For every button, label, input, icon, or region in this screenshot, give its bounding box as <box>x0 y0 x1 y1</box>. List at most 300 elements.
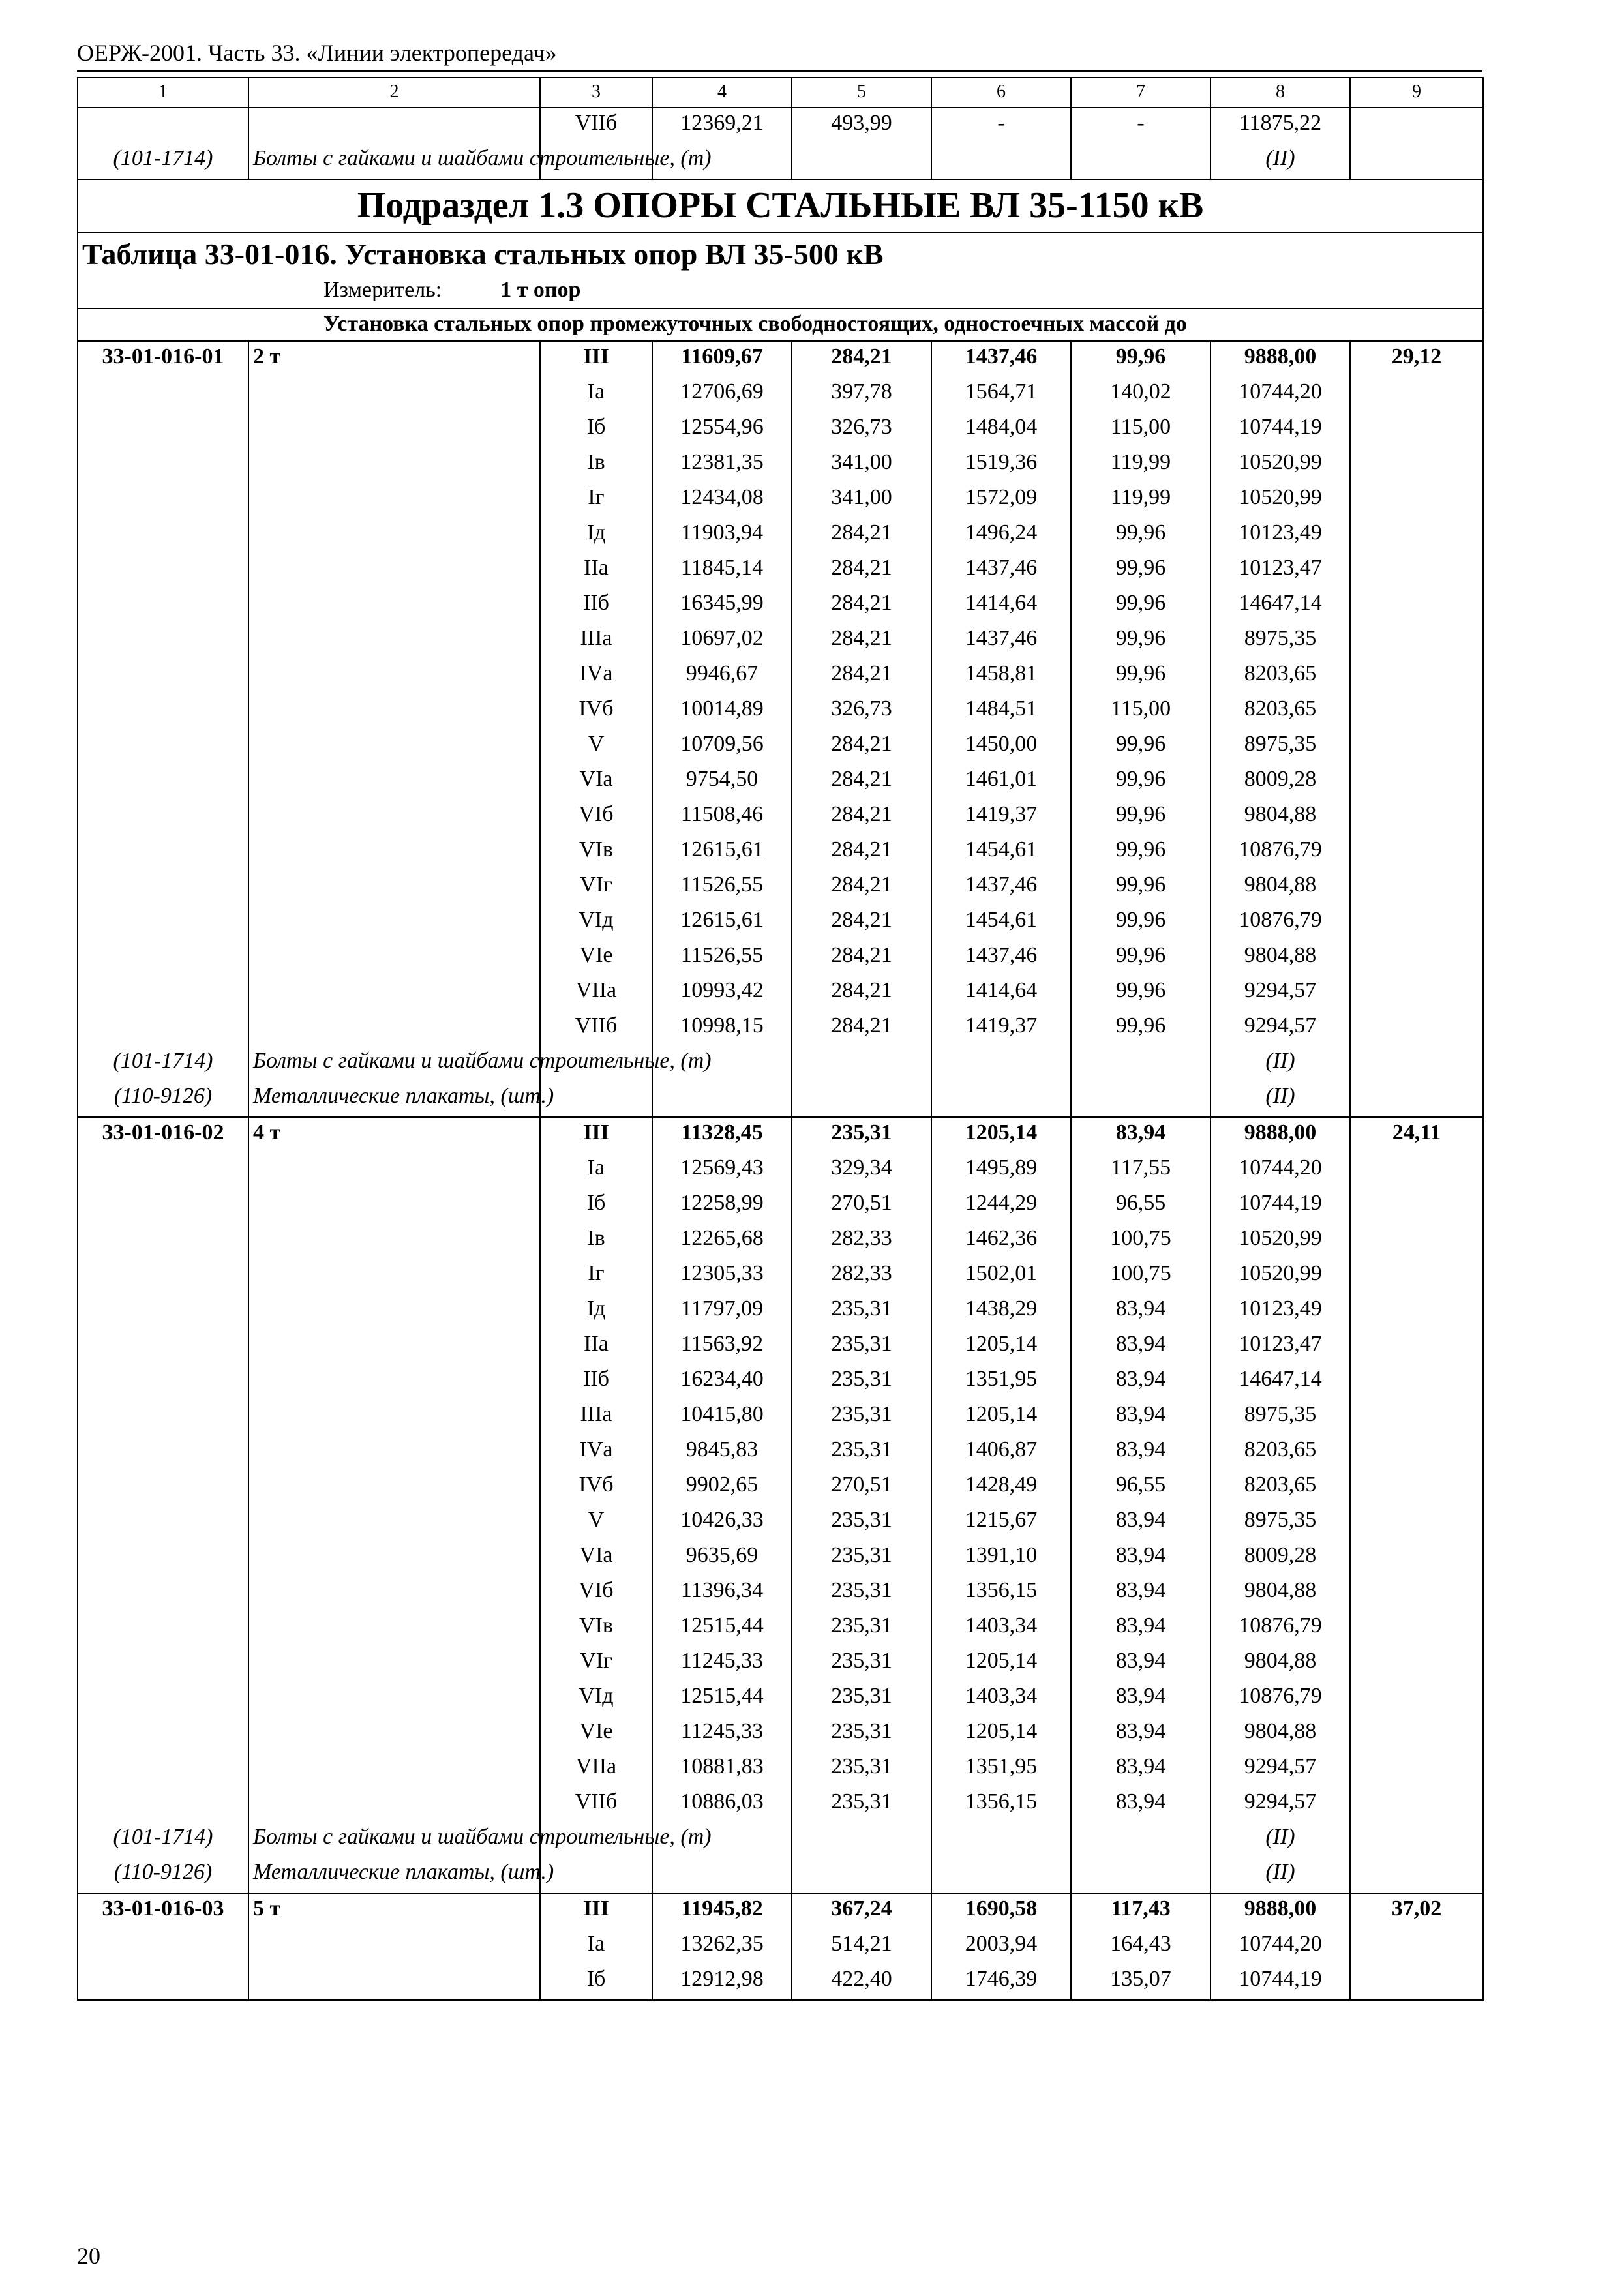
item-name <box>248 976 540 1011</box>
region-code: Iв <box>540 447 652 483</box>
value-c7: 83,94 <box>1071 1117 1210 1153</box>
region-code: III <box>540 1117 652 1153</box>
value-c4: 10415,80 <box>652 1399 792 1435</box>
value-c4: 16345,99 <box>652 588 792 623</box>
value-c7: 99,96 <box>1071 764 1210 800</box>
value-c8: 10876,79 <box>1210 905 1350 940</box>
item-name <box>248 412 540 447</box>
value-c9: 37,02 <box>1350 1893 1483 1929</box>
value-c6: 1244,29 <box>931 1188 1071 1223</box>
measure-row <box>78 275 1483 308</box>
value-c8: 10876,79 <box>1210 1611 1350 1646</box>
value-c5: 235,31 <box>792 1117 931 1153</box>
value-c9 <box>1350 1929 1483 1964</box>
value-c4: 10697,02 <box>652 623 792 659</box>
value-c5: 326,73 <box>792 694 931 729</box>
region-row <box>78 800 1483 835</box>
value-c6: 1419,37 <box>931 1011 1071 1046</box>
value-c6: 1690,58 <box>931 1893 1071 1929</box>
region-row <box>78 1681 1483 1716</box>
value-c7: 96,55 <box>1071 1188 1210 1223</box>
resource-code: (101-1714) <box>78 1822 248 1857</box>
item-code <box>78 1470 248 1505</box>
value-c8: 10744,19 <box>1210 1188 1350 1223</box>
resource-mark: (II) <box>1210 143 1350 179</box>
region-code: Iб <box>540 1188 652 1223</box>
item-code <box>78 800 248 835</box>
value-c6: 1205,14 <box>931 1716 1071 1752</box>
region-row <box>78 447 1483 483</box>
value-c8: 8009,28 <box>1210 764 1350 800</box>
item-code <box>78 1259 248 1294</box>
value-c5: 284,21 <box>792 623 931 659</box>
value-c4: 11526,55 <box>652 940 792 976</box>
value-c7: 83,94 <box>1071 1435 1210 1470</box>
item-name <box>248 1223 540 1259</box>
value-c6: 1205,14 <box>931 1329 1071 1364</box>
value-c6: 1205,14 <box>931 1646 1071 1681</box>
item-code <box>78 1435 248 1470</box>
item-code: 33-01-016-01 <box>78 341 248 377</box>
item-code <box>78 764 248 800</box>
value-c5: 284,21 <box>792 940 931 976</box>
resource-row <box>78 1081 1483 1117</box>
region-row <box>78 940 1483 976</box>
value-c9 <box>1350 553 1483 588</box>
item-name <box>248 1011 540 1046</box>
resource-mark: (II) <box>1210 1822 1350 1857</box>
region-row <box>78 553 1483 588</box>
region-code: Iг <box>540 1259 652 1294</box>
value-c9 <box>1350 483 1483 518</box>
value-c8: 10744,20 <box>1210 1929 1350 1964</box>
empty-cell <box>1071 143 1210 179</box>
value-c4: 12305,33 <box>652 1259 792 1294</box>
value-c9 <box>1350 1223 1483 1259</box>
value-c5: 235,31 <box>792 1399 931 1435</box>
region-row <box>78 1399 1483 1435</box>
item-code <box>78 1011 248 1046</box>
empty-cell <box>1350 1822 1483 1857</box>
column-number: 8 <box>1210 78 1350 108</box>
region-code: VIIб <box>540 108 652 143</box>
item-name <box>248 659 540 694</box>
item-name <box>248 447 540 483</box>
item-name <box>248 1399 540 1435</box>
item-code: 33-01-016-02 <box>78 1117 248 1153</box>
value-c9 <box>1350 1576 1483 1611</box>
resource-code: (101-1714) <box>78 1046 248 1081</box>
entry-head-row <box>78 1117 1483 1153</box>
value-c9 <box>1350 659 1483 694</box>
value-c8: 9294,57 <box>1210 1011 1350 1046</box>
value-c8: 9804,88 <box>1210 800 1350 835</box>
item-name <box>248 870 540 905</box>
value-c5: 284,21 <box>792 870 931 905</box>
value-c4: 11945,82 <box>652 1893 792 1929</box>
value-c5: 235,31 <box>792 1787 931 1822</box>
item-name <box>248 1329 540 1364</box>
empty-cell <box>1071 1081 1210 1117</box>
value-c9 <box>1350 870 1483 905</box>
item-code <box>78 1611 248 1646</box>
value-c8: 9294,57 <box>1210 1787 1350 1822</box>
item-code <box>78 623 248 659</box>
value-c6: 1484,51 <box>931 694 1071 729</box>
region-row <box>78 1964 1483 2000</box>
value-c7: 99,96 <box>1071 800 1210 835</box>
value-c8: 10123,49 <box>1210 518 1350 553</box>
resource-mark: (II) <box>1210 1046 1350 1081</box>
value-c8: 9888,00 <box>1210 1893 1350 1929</box>
value-c6: 1484,04 <box>931 412 1071 447</box>
value-c9 <box>1350 976 1483 1011</box>
item-name <box>248 1752 540 1787</box>
value-c4: 11245,33 <box>652 1646 792 1681</box>
resource-row <box>78 1857 1483 1893</box>
item-name <box>248 588 540 623</box>
value-c9 <box>1350 1752 1483 1787</box>
value-c4: 16234,40 <box>652 1364 792 1399</box>
item-name <box>248 1188 540 1223</box>
value-c9 <box>1350 1716 1483 1752</box>
value-c8: 9294,57 <box>1210 1752 1350 1787</box>
empty-cell <box>931 1046 1071 1081</box>
region-code: VIв <box>540 835 652 870</box>
value-c6: 1454,61 <box>931 835 1071 870</box>
item-name <box>248 1646 540 1681</box>
value-c5: 282,33 <box>792 1259 931 1294</box>
value-c4: 10993,42 <box>652 976 792 1011</box>
value-c6: 1496,24 <box>931 518 1071 553</box>
value-c7: 115,00 <box>1071 694 1210 729</box>
empty-cell <box>1071 1822 1210 1857</box>
value-c5: 514,21 <box>792 1929 931 1964</box>
item-code <box>78 412 248 447</box>
value-c5: 284,21 <box>792 976 931 1011</box>
running-header: ОЕРЖ-2001. Часть 33. «Линии электропередач» <box>77 40 557 66</box>
value-c9 <box>1350 1611 1483 1646</box>
header-rule <box>77 70 1482 72</box>
value-c6: 1205,14 <box>931 1117 1071 1153</box>
region-code: VIд <box>540 1681 652 1716</box>
value-c7: 83,94 <box>1071 1294 1210 1329</box>
region-row <box>78 764 1483 800</box>
value-c9 <box>1350 588 1483 623</box>
region-code: VIа <box>540 1540 652 1576</box>
page-number: 20 <box>77 2243 100 2269</box>
column-number: 1 <box>78 78 248 108</box>
empty-cell <box>792 1822 931 1857</box>
item-name <box>248 729 540 764</box>
value-c6: - <box>931 108 1071 143</box>
region-code: Iа <box>540 1153 652 1188</box>
item-name <box>248 800 540 835</box>
value-c9: 29,12 <box>1350 341 1483 377</box>
value-c9 <box>1350 1964 1483 2000</box>
value-c5: 284,21 <box>792 1011 931 1046</box>
value-c6: 1454,61 <box>931 905 1071 940</box>
region-code: IIIа <box>540 1399 652 1435</box>
value-c5: 329,34 <box>792 1153 931 1188</box>
value-c6: 1495,89 <box>931 1153 1071 1188</box>
region-code: Iа <box>540 1929 652 1964</box>
resource-row <box>78 143 1483 179</box>
item-name <box>248 483 540 518</box>
value-c5: 493,99 <box>792 108 931 143</box>
empty-cell <box>1350 1857 1483 1893</box>
item-code <box>78 1399 248 1435</box>
item-name <box>248 1470 540 1505</box>
item-name <box>248 1716 540 1752</box>
region-code: VIIб <box>540 1011 652 1046</box>
value-c8: 10520,99 <box>1210 447 1350 483</box>
item-name <box>248 377 540 412</box>
value-c8: 10876,79 <box>1210 835 1350 870</box>
item-code <box>78 729 248 764</box>
value-c5: 341,00 <box>792 483 931 518</box>
item-name <box>248 1153 540 1188</box>
empty-cell <box>792 1046 931 1081</box>
item-code <box>78 659 248 694</box>
value-c7: 83,94 <box>1071 1540 1210 1576</box>
value-c4: 9845,83 <box>652 1435 792 1470</box>
value-c6: 1746,39 <box>931 1964 1071 2000</box>
value-c8: 8975,35 <box>1210 1399 1350 1435</box>
item-name <box>248 1611 540 1646</box>
value-c5: 284,21 <box>792 588 931 623</box>
value-c9 <box>1350 1646 1483 1681</box>
value-c7: 119,99 <box>1071 483 1210 518</box>
value-c7: 83,94 <box>1071 1399 1210 1435</box>
empty-cell <box>931 1857 1071 1893</box>
item-name <box>248 1576 540 1611</box>
item-name <box>248 1294 540 1329</box>
empty-cell <box>540 1857 652 1893</box>
value-c9 <box>1350 835 1483 870</box>
item-name <box>248 623 540 659</box>
value-c4: 12706,69 <box>652 377 792 412</box>
column-number: 5 <box>792 78 931 108</box>
item-code <box>78 483 248 518</box>
value-c9 <box>1350 623 1483 659</box>
resource-code: (110-9126) <box>78 1857 248 1893</box>
item-code <box>78 108 248 143</box>
value-c8: 8203,65 <box>1210 694 1350 729</box>
value-c9 <box>1350 1364 1483 1399</box>
value-c7: 99,96 <box>1071 1011 1210 1046</box>
value-c4: 11328,45 <box>652 1117 792 1153</box>
value-c5: 284,21 <box>792 800 931 835</box>
item-code <box>78 1964 248 2000</box>
item-name <box>248 1681 540 1716</box>
item-code <box>78 1787 248 1822</box>
value-c9 <box>1350 377 1483 412</box>
value-c5: 235,31 <box>792 1540 931 1576</box>
region-code: V <box>540 729 652 764</box>
resource-code: (110-9126) <box>78 1081 248 1117</box>
value-c6: 1391,10 <box>931 1540 1071 1576</box>
value-c4: 11245,33 <box>652 1716 792 1752</box>
region-code: VIв <box>540 1611 652 1646</box>
value-c4: 12434,08 <box>652 483 792 518</box>
value-c6: 1351,95 <box>931 1752 1071 1787</box>
empty-cell <box>792 1857 931 1893</box>
region-row <box>78 1787 1483 1822</box>
value-c4: 9635,69 <box>652 1540 792 1576</box>
value-c4: 10709,56 <box>652 729 792 764</box>
region-code: IIб <box>540 1364 652 1399</box>
value-c7: 115,00 <box>1071 412 1210 447</box>
region-row <box>78 518 1483 553</box>
value-c6: 1356,15 <box>931 1576 1071 1611</box>
item-name <box>248 1259 540 1294</box>
value-c5: 235,31 <box>792 1681 931 1716</box>
value-c4: 11396,34 <box>652 1576 792 1611</box>
item-name <box>248 108 540 143</box>
resource-row <box>78 1822 1483 1857</box>
value-c8: 10520,99 <box>1210 1259 1350 1294</box>
region-row <box>78 1716 1483 1752</box>
empty-cell <box>931 1081 1071 1117</box>
value-c6: 1572,09 <box>931 483 1071 518</box>
value-c8: 10744,19 <box>1210 412 1350 447</box>
value-c9 <box>1350 1540 1483 1576</box>
value-c8: 10123,49 <box>1210 1294 1350 1329</box>
empty-cell <box>931 143 1071 179</box>
measure-cell <box>78 275 1483 308</box>
item-name <box>248 694 540 729</box>
value-c8: 8203,65 <box>1210 659 1350 694</box>
value-c8: 11875,22 <box>1210 108 1350 143</box>
value-c7: - <box>1071 108 1210 143</box>
value-c4: 11526,55 <box>652 870 792 905</box>
region-row <box>78 1294 1483 1329</box>
value-c5: 270,51 <box>792 1470 931 1505</box>
region-row <box>78 412 1483 447</box>
value-c4: 12258,99 <box>652 1188 792 1223</box>
column-number: 3 <box>540 78 652 108</box>
region-row <box>78 108 1483 143</box>
empty-cell <box>1350 1046 1483 1081</box>
value-c4: 9902,65 <box>652 1470 792 1505</box>
value-c8: 10520,99 <box>1210 483 1350 518</box>
empty-cell <box>1071 1857 1210 1893</box>
item-name <box>248 764 540 800</box>
value-c8: 10744,20 <box>1210 377 1350 412</box>
value-c7: 99,96 <box>1071 553 1210 588</box>
item-name <box>248 835 540 870</box>
resource-mark: (II) <box>1210 1081 1350 1117</box>
region-code: VIд <box>540 905 652 940</box>
item-name <box>248 1435 540 1470</box>
value-c6: 1502,01 <box>931 1259 1071 1294</box>
resource-code: (101-1714) <box>78 143 248 179</box>
value-c5: 367,24 <box>792 1893 931 1929</box>
region-code: IVб <box>540 694 652 729</box>
value-c4: 10998,15 <box>652 1011 792 1046</box>
value-c4: 11609,67 <box>652 341 792 377</box>
item-code <box>78 940 248 976</box>
region-code: Iб <box>540 412 652 447</box>
value-c8: 8975,35 <box>1210 623 1350 659</box>
region-row <box>78 1929 1483 1964</box>
region-row <box>78 1259 1483 1294</box>
item-code <box>78 553 248 588</box>
value-c9 <box>1350 1435 1483 1470</box>
item-code <box>78 1153 248 1188</box>
value-c6: 1403,34 <box>931 1681 1071 1716</box>
value-c4: 10014,89 <box>652 694 792 729</box>
value-c7: 83,94 <box>1071 1752 1210 1787</box>
subsection-row <box>78 179 1483 233</box>
norms-table <box>77 77 1484 2001</box>
value-c8: 10123,47 <box>1210 1329 1350 1364</box>
item-code <box>78 377 248 412</box>
region-row <box>78 835 1483 870</box>
value-c9 <box>1350 1787 1483 1822</box>
value-c6: 1351,95 <box>931 1364 1071 1399</box>
resource-name: Металлические плакаты, (шт.) <box>248 1081 540 1117</box>
region-row <box>78 1364 1483 1399</box>
value-c5: 235,31 <box>792 1294 931 1329</box>
value-c7: 140,02 <box>1071 377 1210 412</box>
value-c9 <box>1350 1505 1483 1540</box>
region-row <box>78 1611 1483 1646</box>
item-code <box>78 976 248 1011</box>
value-c6: 1458,81 <box>931 659 1071 694</box>
column-number: 9 <box>1350 78 1483 108</box>
item-code <box>78 1681 248 1716</box>
value-c9 <box>1350 1294 1483 1329</box>
value-c9 <box>1350 940 1483 976</box>
table-title: Таблица 33-01-016. Установка стальных опор ВЛ 35-500 кВ <box>78 233 1483 275</box>
value-c8: 9804,88 <box>1210 1646 1350 1681</box>
value-c5: 284,21 <box>792 341 931 377</box>
region-code: VIIа <box>540 1752 652 1787</box>
value-c4: 13262,35 <box>652 1929 792 1964</box>
region-row <box>78 623 1483 659</box>
resource-row <box>78 1046 1483 1081</box>
region-row <box>78 1435 1483 1470</box>
value-c7: 99,96 <box>1071 623 1210 659</box>
column-number-row <box>78 78 1483 108</box>
value-c7: 99,96 <box>1071 518 1210 553</box>
item-code <box>78 1540 248 1576</box>
item-code: 33-01-016-03 <box>78 1893 248 1929</box>
measure-label: Измеритель: <box>323 278 442 302</box>
table-title-row <box>78 233 1483 275</box>
value-c7: 135,07 <box>1071 1964 1210 2000</box>
region-code: IIIа <box>540 623 652 659</box>
value-c5: 282,33 <box>792 1223 931 1259</box>
group-title: Установка стальных опор промежуточных свободностоящих, одностоечных массой до <box>323 312 1187 336</box>
value-c5: 284,21 <box>792 659 931 694</box>
empty-cell <box>1071 1046 1210 1081</box>
item-code <box>78 1223 248 1259</box>
value-c9 <box>1350 729 1483 764</box>
value-c7: 100,75 <box>1071 1259 1210 1294</box>
item-code <box>78 1646 248 1681</box>
region-row <box>78 976 1483 1011</box>
value-c6: 1356,15 <box>931 1787 1071 1822</box>
value-c7: 164,43 <box>1071 1929 1210 1964</box>
value-c7: 83,94 <box>1071 1329 1210 1364</box>
value-c7: 83,94 <box>1071 1787 1210 1822</box>
item-name <box>248 905 540 940</box>
value-c9 <box>1350 412 1483 447</box>
item-code <box>78 1929 248 1964</box>
